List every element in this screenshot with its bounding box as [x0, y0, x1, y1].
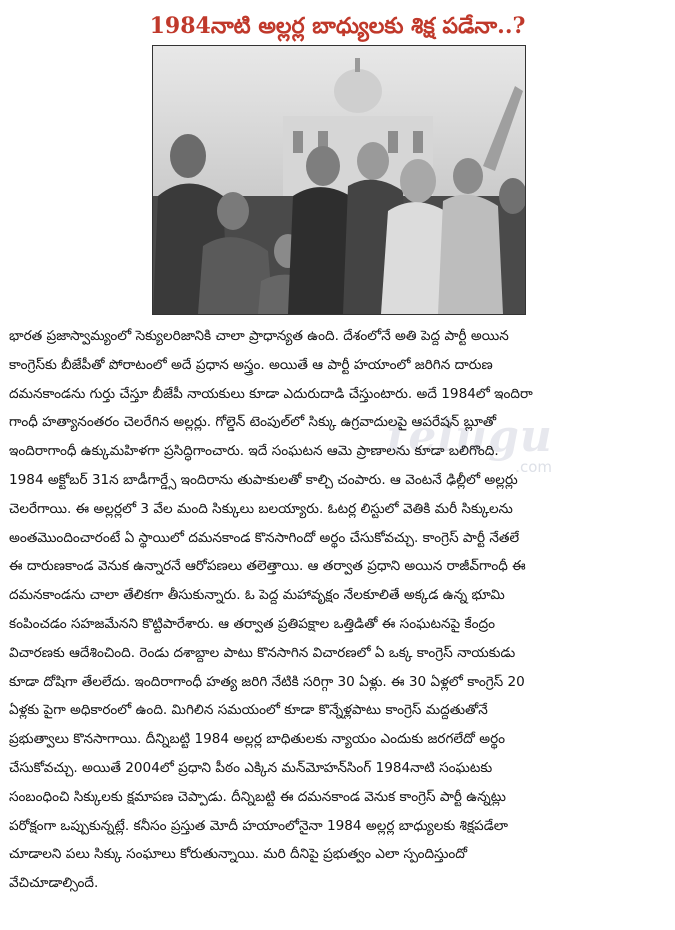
- article-line: దమనకాండను గుర్తు చేస్తూ బీజేపీ నాయకులు కూడా ఎదురుదాడి చేస్తుంటారు. అదే 1984లో ఇందిరా: [9, 385, 533, 402]
- article-line: ఏళ్లకు పైగా అధికారంలో ఉంది. మిగిలిన సమయంలో కూడా కొన్నేళ్లపాటు కాంగ్రెస్ మద్దతుతోనే: [9, 702, 488, 719]
- article-line: భారత ప్రజాస్వామ్యంలో సెక్యులరిజానికి చాలా ప్రాధాన్యత ఉంది. దేశంలోనే అతి పెద్ద పార్టీ అయిన: [9, 328, 509, 344]
- article-line: చేసుకోవచ్చు. అయితే 2004లో ప్రధాని పీఠం ఎక్కిన మన్‌మోహన్‌సింగ్ 1984నాటి సంఘటకు: [9, 759, 493, 776]
- article-line: ఇందిరాగాంధీ ఉక్కుమహిళగా ప్రసిద్ధిగాంచారు. ఇదే సంఘటన ఆమె ప్రాణాలను కూడా బలిగొంది.: [9, 443, 499, 460]
- article-line: చెలరేగాయి. ఈ అల్లర్లలో 3 వేల మంది సిక్కులు బలయ్యారు. ఓటర్ల లిస్టులో వెతికి మరీ సిక్కులను: [9, 500, 513, 517]
- headline: 1984నాటి అల్లర్ల బాధ్యులకు శిక్ష పడేనా..?: [149, 13, 526, 39]
- article-line: కంపించడం సహజమేనని కొట్టిపారేశారు. ఆ తర్వాత ప్రతిపక్షాల ఒత్తిడితో ఈ సంఘటనపై కేంద్రం: [9, 615, 495, 632]
- article-body: [9, 322, 665, 898]
- watermark-domain: .com: [515, 458, 552, 476]
- article-line: చూడాలని పలు సిక్కు సంఘాలు కోరుతున్నాయి. మరి దీనిపై ప్రభుత్వం ఎలా స్పందిస్తుందో: [9, 846, 468, 863]
- article-line: ప్రభుత్వాలు కొనసాగాయి. దీన్నిబట్టి 1984 అల్లర్ల బాధితులకు న్యాయం ఎందుకు జరగలేదో అర్థం: [9, 731, 506, 748]
- article-line: కాంగ్రెస్‌కు బీజేపీతో పోరాటంలో అదే ప్రధాన అస్త్రం. అయితే ఆ పార్టీ హయాంలో జరిగిన దారుణ: [9, 356, 493, 373]
- news-photo: [152, 45, 526, 315]
- article-line: గాంధీ హత్యానంతరం చెలరేగిన అల్లర్లు. గోల్డెన్ టెంపుల్‌లో సిక్కు ఉగ్రవాదులపై ఆపరేషన్ బ్లూతో: [9, 414, 497, 431]
- article-line: వేచిచూడాల్సిందే.: [9, 875, 99, 892]
- watermark-logo-text: telugu: [387, 411, 553, 462]
- article-line: అంతమొందించారంటే ఏ స్థాయిలో దమనకాండ కొనసాగిందో అర్థం చేసుకోవచ్చు. కాంగ్రెస్ పార్టీ నేతలే: [9, 529, 520, 546]
- article-line: పరోక్షంగా ఒప్పుకున్నట్లే. కనీసం ప్రస్తుత మోదీ హయాంలోనైనా 1984 అల్లర్ల బాధ్యులకు శిక్షపడేలా: [9, 817, 509, 834]
- article-line: 1984 అక్టోబర్ 31న బాడీగార్డ్సే ఇందిరాను తుపాకులతో కాల్చి చంపారు. ఆ వెంటనే ఢిల్లీలో అల్లర్లు: [9, 471, 518, 488]
- article-line: సంబంధించి సిక్కులకు క్షమాపణ చెప్పాడు. దీన్నిబట్టి ఈ దమనకాండ వెనుక కాంగ్రెస్ పార్టీ ఉన్నట్లు: [9, 788, 506, 805]
- article-line: కూడా దోషిగా తేలలేదు. ఇందిరాగాంధీ హత్య జరిగి నేటికి సరిగ్గా 30 ఏళ్లు. ఈ 30 ఏళ్లలో కాంగ్రెస్ 20: [9, 673, 525, 690]
- article-line: దమనకాండను చాలా తేలికగా తీసుకున్నారు. ఓ పెద్ద మహావృక్షం నేలకూలితే అక్కడ ఉన్న భూమి: [9, 587, 505, 604]
- article-line: ఈ దారుణకాండ వెనుక ఉన్నారనే ఆరోపణలు తలెత్తాయి. ఆ తర్వాత ప్రధాని అయిన రాజీవ్‌గాంధీ ఈ: [9, 558, 526, 575]
- article-line: విచారణకు ఆదేశించింది. రెండు దశాబ్దాల పాటు కొనసాగిన విచారణలో ఏ ఒక్క కాంగ్రెస్ నాయకుడు: [9, 644, 516, 661]
